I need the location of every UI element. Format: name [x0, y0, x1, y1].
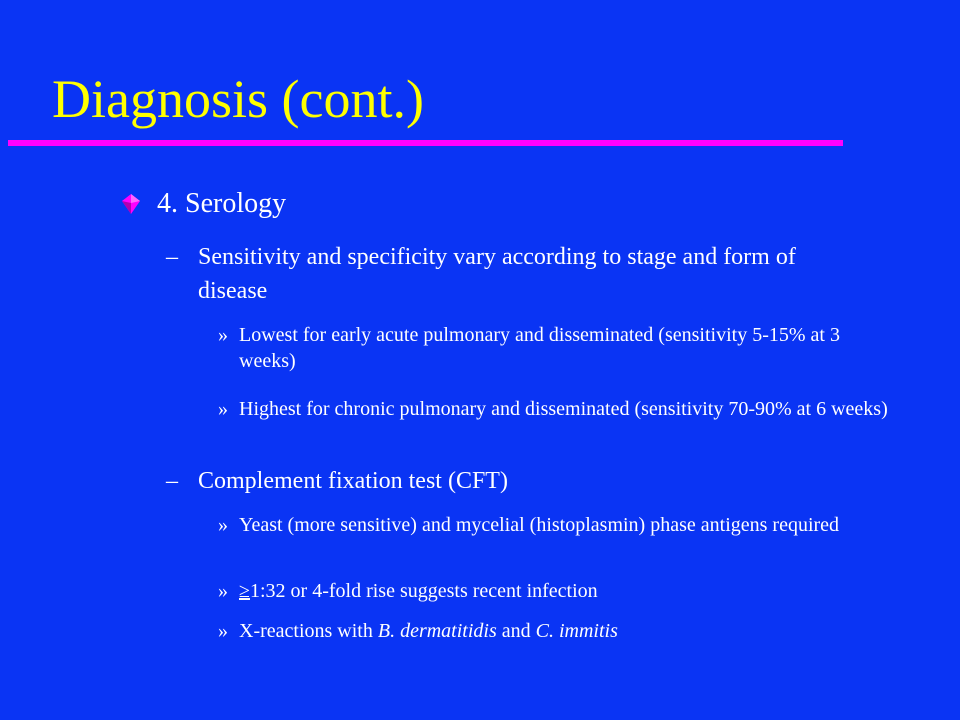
slide-title: Diagnosis (cont.) — [52, 69, 424, 129]
species-name: C. immitis — [535, 620, 618, 642]
dash-marker: – — [166, 468, 178, 494]
sub-bullet-sensitivity — [166, 240, 866, 308]
detail-text — [239, 618, 898, 644]
chevron-marker: » — [218, 324, 228, 346]
species-name: B. dermatitidis — [377, 620, 497, 642]
detail-text: Yeast (more sensitive) and mycelial (histoplasmin) phase antigens required — [239, 514, 840, 536]
sub-bullet-text: Sensitivity and specificity vary according to stage and form of disease — [198, 244, 796, 304]
detail-antigens — [218, 512, 898, 538]
titer-text: 1:32 or 4-fold rise suggests recent infection — [249, 580, 598, 602]
chevron-marker: » — [218, 580, 228, 602]
detail-lowest — [218, 322, 898, 374]
chevron-marker: » — [218, 398, 228, 420]
sub-bullet-text: Complement fixation test (CFT) — [198, 468, 508, 494]
sub-bullet-cft — [166, 464, 866, 498]
bullet-text: 4. Serology — [157, 188, 287, 219]
detail-text: Lowest for early acute pulmonary and disseminated (sensitivity 5-15% at 3 weeks) — [239, 324, 840, 372]
detail-text: Highest for chronic pulmonary and disseminated (sensitivity 70-90% at 6 weeks) — [239, 398, 888, 420]
dash-marker: – — [166, 244, 178, 270]
diamond-bullet-icon — [122, 194, 140, 214]
detail-highest — [218, 396, 898, 422]
text-part: and — [496, 620, 536, 642]
text-part: X-reactions with — [239, 620, 378, 642]
title-underline — [8, 140, 843, 146]
detail-titer — [218, 578, 898, 604]
detail-text — [239, 578, 898, 604]
greater-equal-symbol: ≥ — [239, 580, 250, 602]
chevron-marker: » — [218, 514, 228, 536]
detail-cross-reactions — [218, 618, 898, 644]
chevron-marker: » — [218, 620, 228, 642]
